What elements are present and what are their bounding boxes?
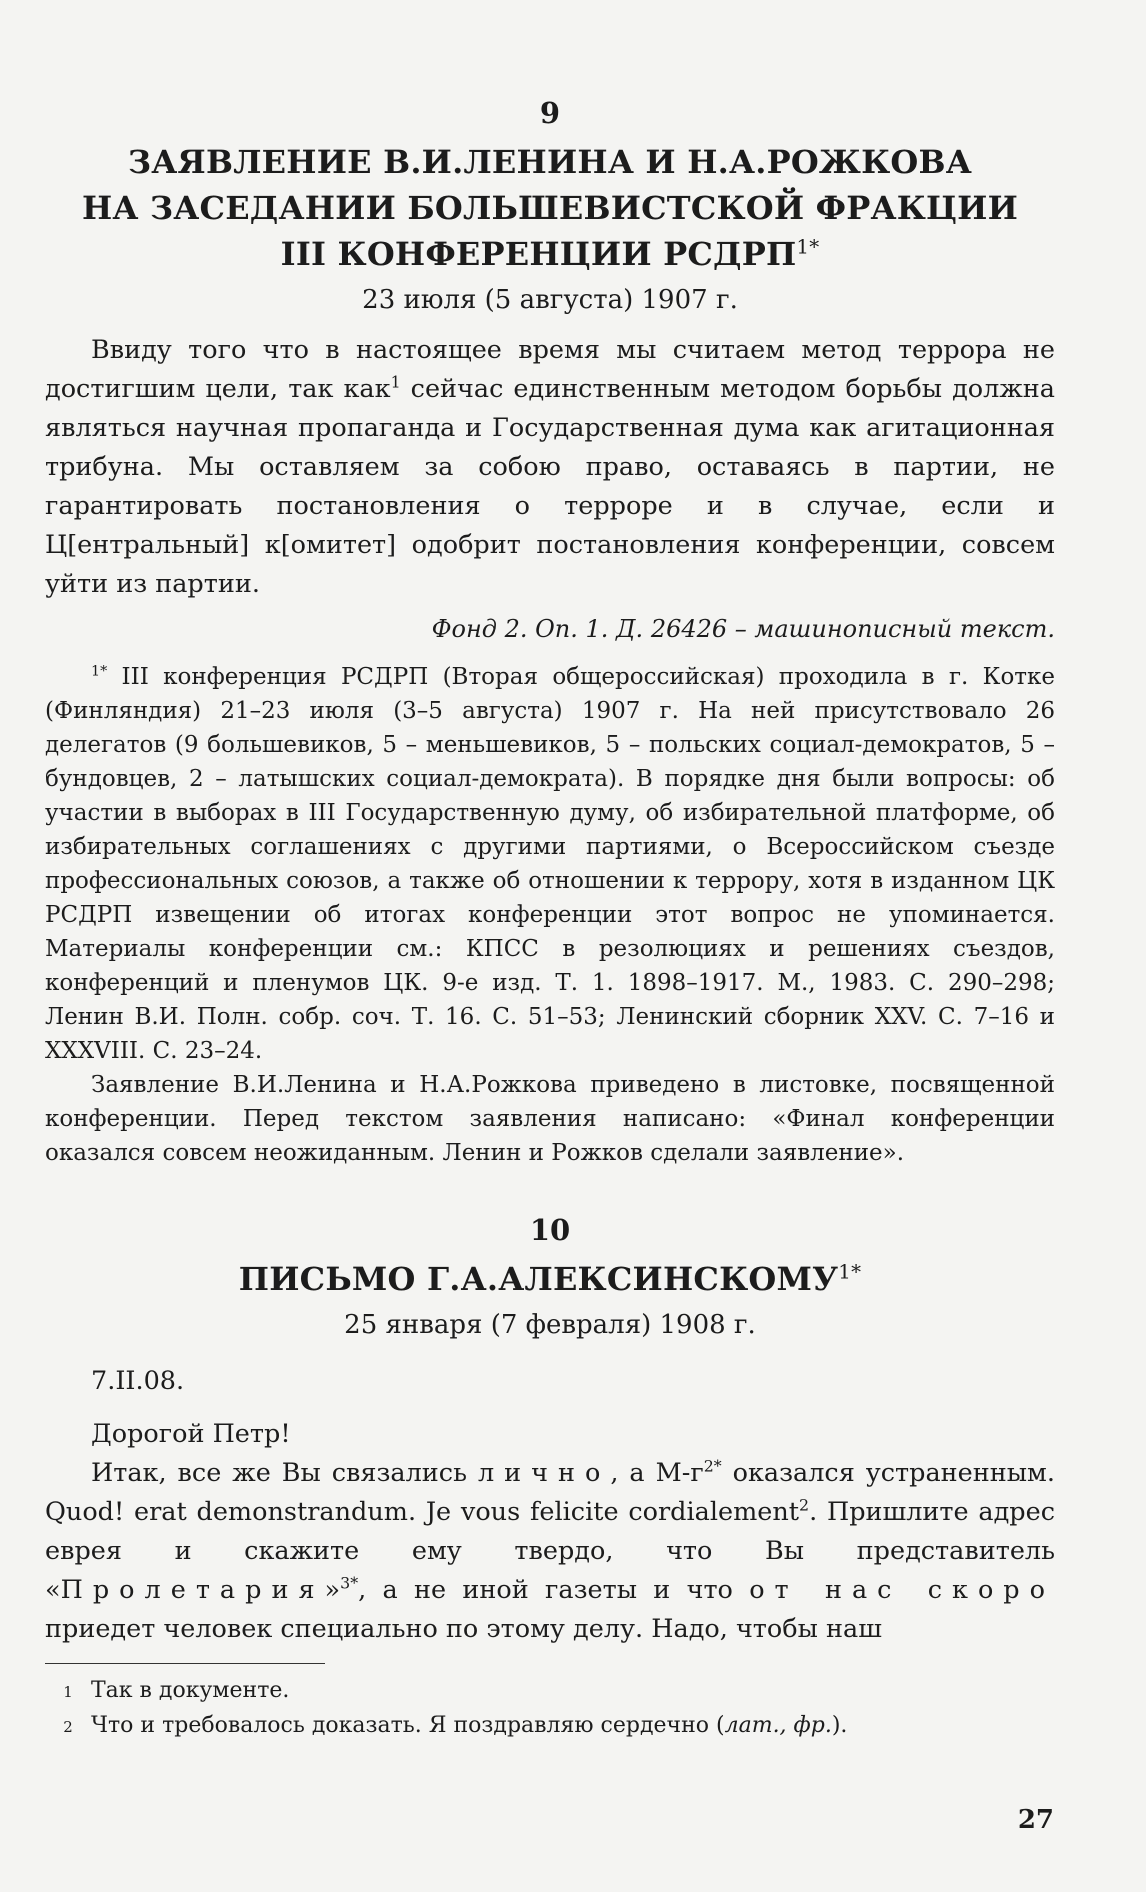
footnote-text-italic: лат., фр.	[724, 1713, 832, 1738]
letter-emphasis: Пролетария	[60, 1575, 325, 1605]
document-date: 23 июля (5 августа) 1907 г.	[362, 285, 738, 315]
title-line-3-text: III КОНФЕРЕНЦИИ РСДРП	[280, 235, 797, 273]
title-footnote-mark: 1*	[838, 1260, 862, 1284]
letter-text: . Пришлите адрес еврея и скажите ему твердо, что Вы представитель «	[45, 1497, 1055, 1605]
editorial-note-2: Заявление В.И.Ленина и Н.А.Рожкова приведено в листовке, посвященной конференции. Перед текстом заявления написано: «Финал конференции оказался совсем неожиданным. Ленин и Рожков сделали заявление».	[45, 1072, 1055, 1166]
letter-text: приедет человек специально по этому делу. Надо, чтобы наш	[45, 1614, 882, 1644]
footnote-text-b: ).	[831, 1713, 848, 1738]
statement-text-b: сейчас единственным методом борьбы должна являться научная пропаганда и Государственная дума как агитационная трибуна. Мы оставляем за собою право, оставаясь в партии, не гарантировать постановления о терроре и в случае, если и Ц[ентральный] к[омитет] одобрит постановления конференции, совсем уйти из партии.	[45, 374, 1055, 599]
footnote-divider	[45, 1663, 325, 1664]
page-footnote-mark: 1	[63, 1683, 73, 1701]
title-footnote-mark: 1*	[796, 235, 820, 259]
letter-text: , а М-г	[610, 1458, 704, 1488]
page-footnote	[45, 1709, 1055, 1744]
letter-text: »	[324, 1575, 341, 1605]
letter-text: оказался устраненным. Quod! erat demonstrandum. Je vous felicite cordialement	[45, 1458, 1055, 1527]
letter-text: , а не иной газеты и что	[358, 1575, 750, 1605]
document-number: 9	[539, 96, 561, 130]
letter-emphasis: лично	[477, 1458, 611, 1488]
statement-text-a: Ввиду того что в настоящее время мы считаем метод террора не достигшим цели, так как	[45, 335, 1055, 404]
document-title	[45, 1256, 1055, 1302]
title-line-2: НА ЗАСЕДАНИИ БОЛЬШЕВИСТСКОЙ ФРАКЦИИ	[81, 189, 1019, 227]
page-footnote-text	[91, 1709, 847, 1744]
editorial-note-1	[45, 660, 1055, 1068]
title-line-1: ЗАЯВЛЕНИЕ В.И.ЛЕНИНА И Н.А.РОЖКОВА	[127, 143, 973, 181]
title-line-3	[45, 231, 1055, 277]
page-content	[45, 95, 1055, 1744]
letter-title-text: ПИСЬМО Г.А.АЛЕКСИНСКОМУ	[238, 1260, 839, 1298]
letter-text: Итак, все же Вы связались	[91, 1458, 478, 1488]
document-title	[45, 139, 1055, 277]
document-date: 25 января (7 февраля) 1908 г.	[344, 1310, 756, 1340]
footnote-mark: 2*	[703, 1456, 722, 1476]
page-number: 27	[1017, 1805, 1054, 1835]
letter-dateline: 7.II.08.	[91, 1366, 185, 1396]
footnote-mark: 2	[799, 1495, 810, 1515]
letter-body	[45, 1454, 1055, 1649]
archive-source: Фонд 2. Оп. 1. Д. 26426 – машинописный текст.	[431, 615, 1055, 643]
statement-body	[45, 331, 1055, 604]
document-number: 10	[529, 1213, 571, 1247]
footnote-mark: 3*	[340, 1573, 359, 1593]
statement-footnote-mark: 1	[390, 372, 401, 392]
editorial-note-1-text: III конференция РСДРП (Вторая общероссийская) проходила в г. Котке (Финляндия) 21–23 июля (3–5 августа) 1907 г. На ней присутствовало 26 делегатов (9 большевиков, 5 – меньшевиков, 5 – польских социал-демократов, 5 – бундовцев, 2 – латышских социал-демократа). В порядке дня были вопросы: об участии в выборах в III Государственную думу, об избирательной платформе, об избирательных соглашениях с другими партиями, о Всероссийском съезде профессиональных союзов, а также об отношении к террору, хотя в изданном ЦК РСДРП извещении об итогах конференции этот вопрос не упоминается. Материалы конференции см.: КПСС в резолюциях и решениях съездов, конференций и пленумов ЦК. 9-е изд. Т. 1. 1898–1917. М., 1983. С. 290–298; Ленин В.И. Полн. собр. соч. Т. 16. С. 51–53; Ленинский сборник XXV. С. 7–16 и XXXVIII. С. 23–24.	[45, 664, 1056, 1064]
letter-salutation: Дорогой Петр!	[91, 1419, 291, 1449]
letter-emphasis: от нас скоро	[749, 1575, 1055, 1605]
footnote-text-a: Что и требовалось доказать. Я поздравляю сердечно (	[91, 1713, 725, 1738]
page-footnote	[45, 1674, 1055, 1709]
page-footnote-text: Так в документе.	[91, 1678, 290, 1703]
editorial-note-mark: 1*	[91, 663, 108, 680]
page-footnote-mark: 2	[63, 1718, 73, 1736]
